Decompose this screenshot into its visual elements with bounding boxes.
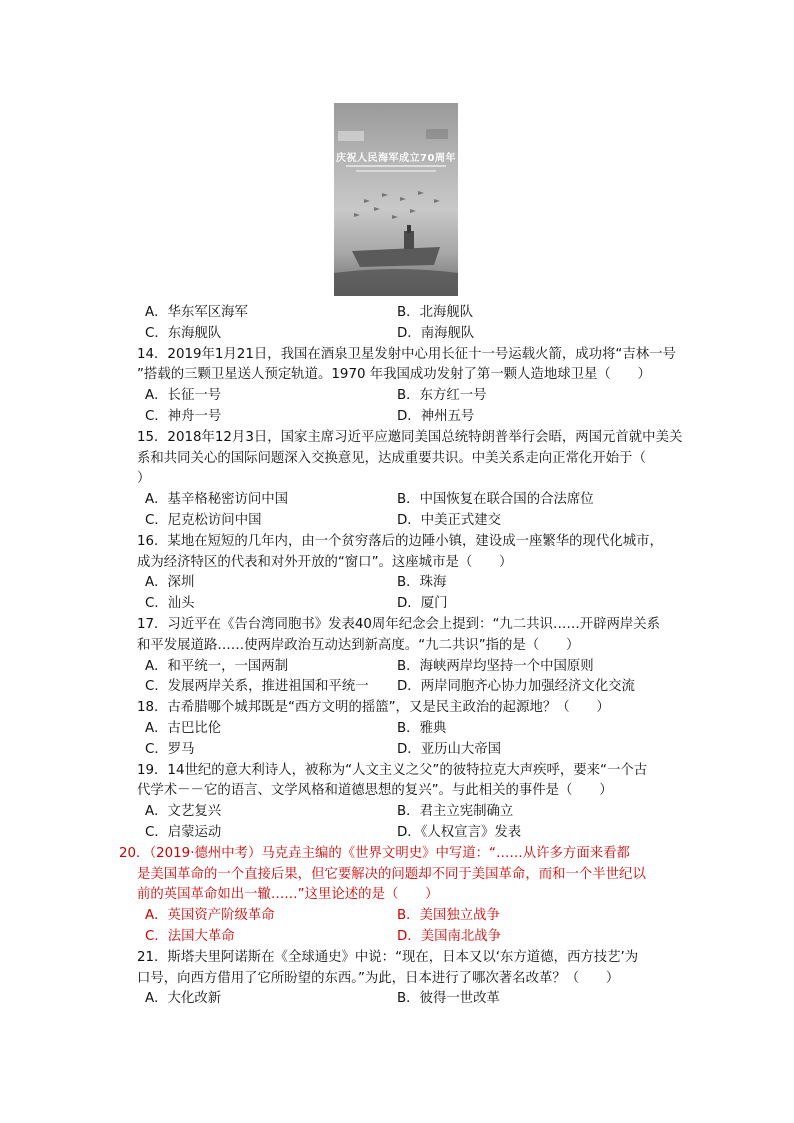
option-a: A．深圳	[145, 575, 195, 591]
option-a: A．文艺复兴	[145, 804, 222, 820]
option-c: C．启蒙运动	[145, 824, 222, 840]
exam-questions	[119, 303, 683, 1010]
q20-options-row	[145, 906, 665, 927]
option-d: D．神州五号	[397, 408, 475, 424]
option-b: B．彼得一世改革	[397, 991, 500, 1007]
q15-options-row	[145, 490, 665, 511]
q14-stem: ”搭载的三颗卫星送人预定轨道。1970 年我国成功发射了第一颗人造地球卫星（ ）	[137, 367, 651, 383]
option-b: B．中国恢复在联合国的合法席位	[397, 492, 594, 508]
aircraft-carrier-illustration	[334, 103, 458, 296]
option-d: D．厦门	[397, 596, 448, 612]
option-c: C．发展两岸关系，推进祖国和平统一	[145, 679, 369, 695]
q17-stem: 17．习近平在《告台湾同胞书》发表40周年纪念会上提到：“九二共识……开辟两岸关系	[137, 616, 661, 632]
q15-stem: 系和共同关心的国际问题深入交换意见，达成重要共识。中美关系走向正常化开始于（	[137, 450, 646, 466]
q17-stem: 和平发展道路……使两岸政治互动达到新高度。“九二共识”指的是（ ）	[137, 637, 580, 653]
q19-stem: 19．14世纪的意大利诗人，被称为“人文主义之父”的彼特拉克大声疾呼，要来“一个古	[137, 762, 648, 778]
option-c: C．罗马	[145, 741, 195, 757]
option-a: A．英国资产阶级革命	[145, 908, 275, 924]
q18-stem: 18．古希腊哪个城邦既是“西方文明的摇篮”，又是民主政治的起源地？（ ）	[137, 700, 610, 716]
q20-options-row	[145, 927, 665, 948]
q17-options-row	[145, 677, 665, 698]
option-d: D．南海舰队	[397, 325, 475, 341]
poster-title: 庆祝人民海军成立70周年	[336, 153, 456, 164]
q21-stem: 21．斯塔夫里阿诺斯在《全球通史》中说：“现在，日本又以‘东方道德，西方技艺’为	[137, 949, 639, 965]
q14-options-row	[145, 407, 665, 428]
q16-options-row	[145, 594, 665, 615]
option-c: C．尼克松访问中国	[145, 512, 262, 528]
q15-stem: ）	[137, 471, 151, 487]
option-b: B．北海舰队	[397, 305, 474, 320]
q18-options-row	[145, 740, 665, 761]
option-b: B．雅典	[397, 720, 447, 736]
q20-stem: 是美国革命的一个直接后果，但它要解决的问题却不同于美国革命，而和一个半世纪以	[137, 866, 646, 882]
q13-options-row	[145, 324, 665, 345]
q20-stem: 前的英国革命如出一辙……”这里论述的是（ ）	[137, 887, 439, 903]
option-d: D．美国南北战争	[397, 928, 502, 944]
option-d: D．两岸同胞齐心协力加强经济文化交流	[397, 679, 635, 695]
q21-options-row	[145, 989, 665, 1010]
option-d: D．中美正式建交	[397, 512, 502, 528]
q18-options-row	[145, 719, 665, 740]
option-a: A．华东军区海军	[145, 305, 248, 320]
option-b: B．珠海	[397, 575, 447, 591]
q15-stem: 15．2018年12月3日，国家主席习近平应邀同美国总统特朗普举行会晤，两国元首就中美关	[137, 429, 683, 445]
navy-anniversary-poster	[334, 103, 458, 296]
q16-stem: 成为经济特区的代表和对外开放的“窗口”。这座城市是（ ）	[137, 554, 513, 570]
option-c: C．神舟一号	[145, 408, 222, 424]
q20-stem: 20．（2019·德州中考）马克垚主编的《世界文明史》中写道：“……从许多方面来看都	[119, 845, 630, 861]
option-a: A．和平统一，一国两制	[145, 658, 289, 674]
q14-options-row	[145, 386, 665, 407]
q16-options-row	[145, 573, 665, 594]
option-b: B．东方红一号	[397, 388, 487, 404]
option-a: A．基辛格秘密访问中国	[145, 492, 289, 508]
option-b: B．美国独立战争	[397, 908, 500, 924]
q21-stem: 口号，向西方借用了它所盼望的东西。”为此，日本进行了哪次著名改革？（ ）	[137, 970, 620, 986]
option-d: D．亚历山大帝国	[397, 741, 502, 757]
q14-stem: 14．2019年1月21日，我国在酒泉卫星发射中心用长征十一号运载火箭，成功将“吉林一号	[137, 346, 676, 362]
option-a: A．长征一号	[145, 388, 222, 404]
option-c: C．汕头	[145, 596, 195, 612]
option-c: C．东海舰队	[145, 325, 222, 341]
q19-stem: 代学术－－它的语言、文学风格和道德思想的复兴”。与此相关的事件是（ ）	[137, 783, 613, 799]
option-c: C．法国大革命	[145, 928, 235, 944]
option-b: B．君主立宪制确立	[397, 804, 514, 820]
q19-options-row	[145, 802, 665, 823]
q19-options-row	[145, 823, 665, 844]
option-b: B．海峡两岸均坚持一个中国原则	[397, 658, 594, 674]
q16-stem: 16．某地在短短的几年内，由一个贫穷落后的边陲小镇，建设成一座繁华的现代化城市，	[137, 533, 663, 549]
option-a: A．古巴比伦	[145, 720, 222, 736]
q17-options-row	[145, 657, 665, 678]
option-d: D．《人权宣言》发表	[397, 824, 522, 840]
q15-options-row	[145, 511, 665, 532]
q13-options-row	[145, 303, 665, 324]
option-a: A．大化改新	[145, 991, 222, 1007]
